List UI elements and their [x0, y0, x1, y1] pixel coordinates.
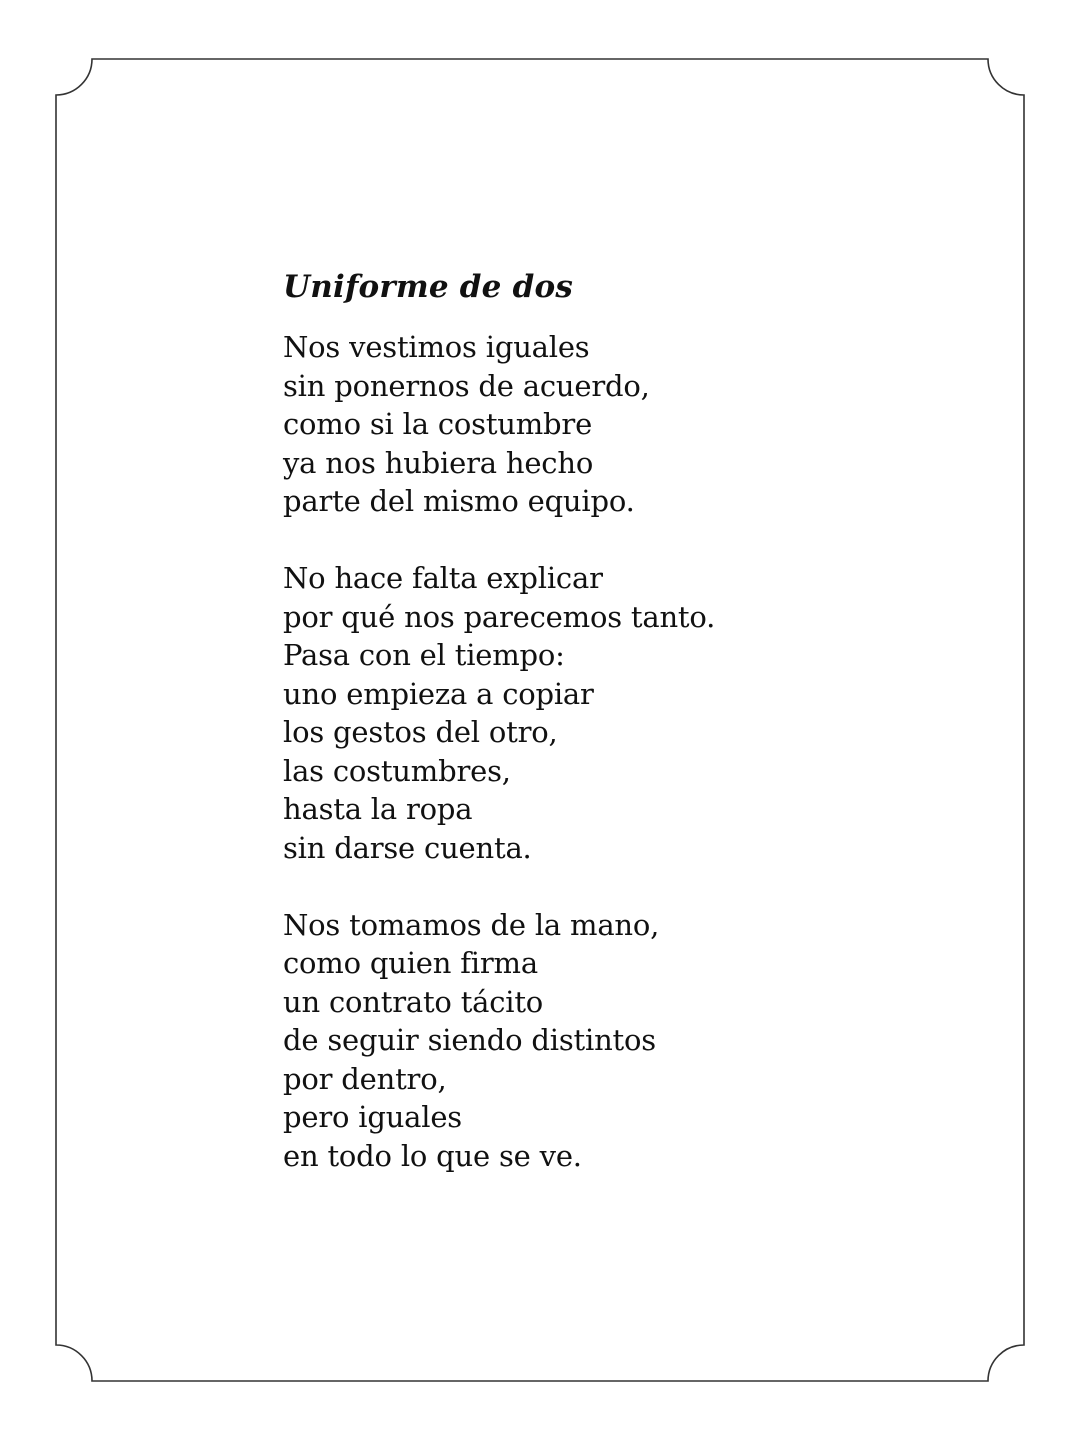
poem-line: sin darse cuenta.	[283, 830, 532, 865]
poem-line: sin ponernos de acuerdo,	[283, 368, 650, 403]
poem-line: Pasa con el tiempo:	[283, 638, 565, 672]
stanza-3	[283, 906, 1003, 1176]
poem-line: como quien firma	[283, 946, 538, 980]
poem-line: pero iguales	[283, 1100, 462, 1134]
poem-line: los gestos del otro,	[283, 715, 558, 749]
poem-line: por dentro,	[283, 1061, 447, 1096]
poem-line: las costumbres,	[283, 753, 511, 788]
poem-line: ya nos hubiera hecho	[283, 445, 594, 480]
stanza-2	[283, 559, 1003, 867]
poem-line: Nos vestimos iguales	[283, 330, 590, 364]
poem	[283, 262, 1003, 1175]
poem-line: parte del mismo equipo.	[283, 484, 635, 518]
stanza-1	[283, 328, 1003, 521]
poem-line: Nos tomamos de la mano,	[283, 907, 660, 942]
poem-line: como si la costumbre	[283, 407, 593, 441]
poem-line: uno empieza a copiar	[283, 676, 594, 711]
poem-line: de seguir siendo distintos	[283, 1023, 656, 1057]
poem-line: un contrato tácito	[283, 984, 544, 1019]
poem-line: en todo lo que se ve.	[283, 1138, 582, 1173]
poem-line: por qué nos parecemos tanto.	[283, 599, 716, 634]
poem-line: hasta la ropa	[283, 792, 473, 826]
poem-line: No hace falta explicar	[283, 561, 603, 595]
poem-title: Uniforme de dos	[283, 269, 574, 305]
